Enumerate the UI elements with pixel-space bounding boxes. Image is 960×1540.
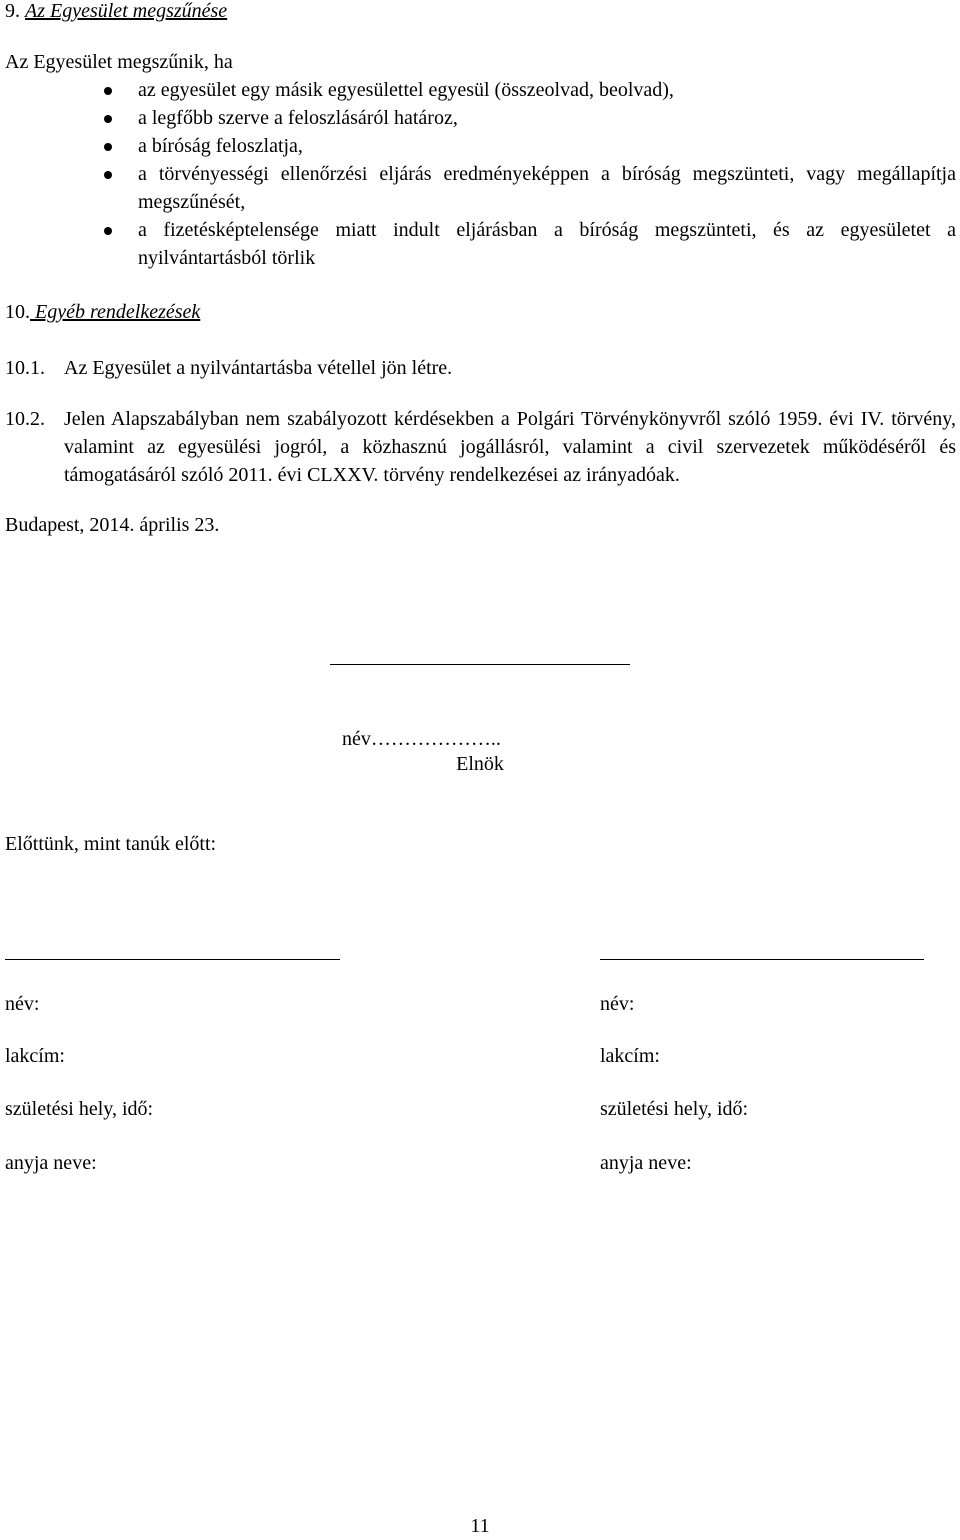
witness-2-signature-line xyxy=(600,959,924,960)
section-9-title: Az Egyesület megszűnése xyxy=(25,0,228,22)
witness-2-birth-label: születési hely, idő: xyxy=(600,1098,749,1120)
section-10-heading xyxy=(5,298,200,326)
dissolution-conditions-list xyxy=(0,76,960,272)
witness-2-name-label: név: xyxy=(600,993,635,1015)
bullet-icon xyxy=(104,227,112,235)
bullet-icon xyxy=(104,143,112,151)
list-item xyxy=(0,76,960,104)
list-item-text: a törvényességi ellenőrzési eljárás eredményeképpen a bíróság megszünteti, vagy megállapítja megszűnését, xyxy=(138,163,956,213)
bullet-icon xyxy=(104,87,112,95)
witness-1-name-label: név: xyxy=(5,993,40,1015)
president-signature-line xyxy=(330,664,630,665)
bullet-icon xyxy=(104,115,112,123)
list-item-text: a fizetésképtelensége miatt indult eljárásban a bíróság megszünteti, és az egyesületet a nyilvántartásból törlik xyxy=(138,219,956,269)
list-item xyxy=(0,132,960,160)
place-date: Budapest, 2014. április 23. xyxy=(5,514,220,536)
witness-1-address-label: lakcím: xyxy=(5,1045,65,1067)
section-10-title: Egyéb rendelkezések xyxy=(30,301,201,323)
witness-1-mother-label: anyja neve: xyxy=(5,1152,97,1174)
witness-2-mother-label: anyja neve: xyxy=(600,1152,692,1174)
section-9-heading xyxy=(5,0,227,25)
section-10-number: 10. xyxy=(5,301,30,323)
section-9-number: 9. xyxy=(5,0,25,22)
president-name-line: név……………….. xyxy=(342,728,501,750)
list-item xyxy=(0,160,960,216)
list-item-text: a legfőbb szerve a feloszlásáról határoz, xyxy=(138,107,458,129)
paragraph-10-1-number: 10.1. xyxy=(5,357,45,379)
list-item xyxy=(0,104,960,132)
bullet-icon xyxy=(104,171,112,179)
list-item-text: az egyesület egy másik egyesülettel egyesül (összeolvad, beolvad), xyxy=(138,79,674,101)
witness-1-signature-line xyxy=(5,959,340,960)
witness-2-address-label: lakcím: xyxy=(600,1045,660,1067)
page-number: 11 xyxy=(470,1515,490,1537)
paragraph-10-2-text: Jelen Alapszabályban nem szabályozott kérdésekben a Polgári Törvénykönyvről szóló 1959. évi IV. törvény, valamint az egyesülési jogról, a közhasznú jogállásról, valamint a civil szervezetek működéséről és támogatásáról szóló 2011. évi CLXXV. törvény rendelkezései az irányadóak. xyxy=(64,408,956,486)
section-9-intro: Az Egyesület megszűnik, ha xyxy=(5,51,233,73)
paragraph-10-2-number: 10.2. xyxy=(5,408,45,430)
list-item xyxy=(0,216,960,272)
list-item-text: a bíróság feloszlatja, xyxy=(138,135,303,157)
president-role: Elnök xyxy=(456,753,504,775)
paragraph-10-1-text: Az Egyesület a nyilvántartásba vétellel jön létre. xyxy=(64,357,453,379)
witnesses-heading: Előttünk, mint tanúk előtt: xyxy=(5,833,217,855)
witness-1-birth-label: születési hely, idő: xyxy=(5,1098,154,1120)
